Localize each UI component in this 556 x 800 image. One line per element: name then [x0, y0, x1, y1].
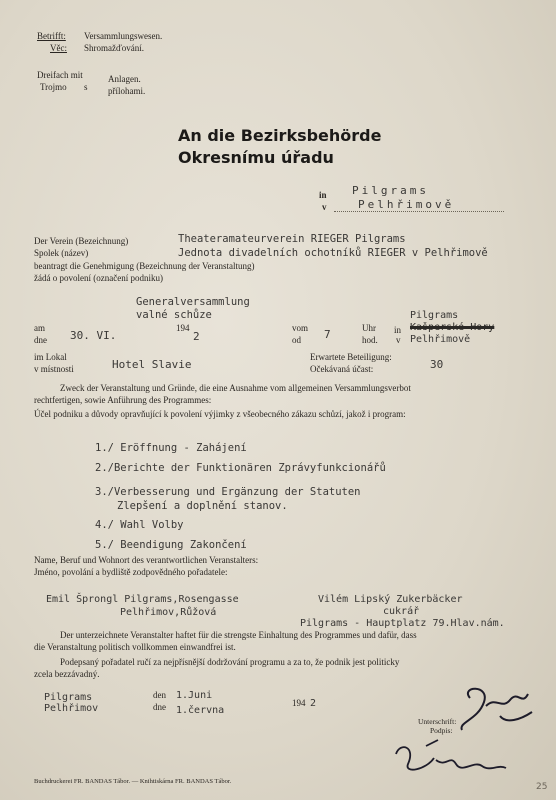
liability-de-2: die Veranstaltung politisch vollkommen einwandfrei ist. [34, 642, 236, 652]
pencil-note: 25 [536, 782, 548, 792]
organizer-left-2: Pelhřimov,Růžová [120, 607, 217, 618]
dne-label: dne [34, 335, 47, 345]
dne-label-signing: dne [153, 702, 166, 712]
title-line-1: An die Bezirksbehörde [178, 126, 382, 145]
beteiligung-label: Erwartete Beteiligung: [310, 352, 392, 362]
hod-label: hod. [362, 335, 378, 345]
od-label: od [292, 335, 301, 345]
event-name-de: Generalversammlung [136, 296, 250, 308]
liability-cs-2: zcela bezzávadný. [34, 669, 100, 679]
organizer-left-1: Emil Šprongl Pilgrams,Rosengasse [46, 594, 239, 605]
year-suffix: 2 [193, 330, 200, 343]
zada-text: žádá o povolení (označení podniku) [34, 273, 163, 283]
authority-v-value: Pelhřimově [358, 198, 455, 211]
authority-in-label: in [319, 190, 327, 200]
in-label: in [394, 325, 402, 335]
program-item-4: 4./ Wahl Volby [95, 519, 184, 531]
purpose-de-2: rechtfertigen, sowie Anführung des Programmes: [34, 395, 212, 405]
dreifach-text: Dreifach mit [37, 70, 83, 80]
purpose-de-1: Zweck der Veranstaltung und Gründe, die eine Ausnahme vom allgemeinen Versammlungsverbot [60, 383, 411, 393]
program-item-2: 2./Berichte der Funktionären Zprávyfunkcionářů [95, 462, 386, 474]
lokal-value: Hotel Slavie [112, 358, 192, 371]
vec-label: Věc: [50, 43, 67, 53]
event-place-de: Pilgrams [410, 310, 459, 321]
mistnost-label: v místnosti [34, 364, 74, 374]
beteiligung-value: 30 [430, 358, 444, 371]
signing-place-de: Pilgrams [44, 692, 93, 703]
signature-lipsky [386, 734, 516, 784]
s-text: s [84, 82, 88, 92]
lokal-label: im Lokal [34, 352, 67, 362]
event-date: 30. VI. [70, 329, 117, 342]
liability-cs-1: Podepsaný pořadatel ručí za nejpřísnější dodržování programu a za to, že podnik jest politicky [60, 657, 400, 667]
podpis-label: Podpis: [430, 726, 453, 735]
event-place-cs: Pelhřimově [410, 334, 471, 345]
signing-date-cs: 1.června [176, 705, 225, 716]
authority-v-label: v [322, 202, 327, 212]
event-hour: 7 [324, 328, 331, 341]
anlagen-text: Anlagen. [108, 74, 141, 84]
prilohami-text: přílohami. [108, 86, 146, 96]
verein-label-de: Der Verein (Bezeichnung) [34, 236, 129, 246]
printer-line: Buchdruckerei FR. BANDAS Tábor. — Knihtiskárna FR. BANDAS Tábor. [34, 778, 232, 785]
signing-year-suffix: 2 [310, 698, 317, 709]
vom-label: vom [292, 323, 309, 333]
vec-value: Shromažďování. [84, 43, 145, 53]
year-prefix: 194 [176, 323, 190, 333]
purpose-cs: Účel podniku a důvody opravňující k povolení výjimky z všeobecného zákazu schůzí, jakož i program: [34, 409, 406, 419]
verein-name-de: Theateramateurverein RIEGER Pilgrams [178, 233, 406, 245]
signing-place-cs: Pelhřimov [44, 703, 99, 714]
event-name-cs: valné schůze [136, 309, 212, 321]
trojmo-text: Trojmo [40, 82, 67, 92]
organizer-right-3: Pilgrams - Hauptplatz 79.Hlav.nám. [300, 618, 505, 629]
signing-year-prefix: 194 [292, 698, 306, 708]
verein-label-cs: Spolek (název) [34, 248, 89, 258]
signing-date-de: 1.Juni [176, 690, 213, 701]
title-line-2: Okresnímu úřadu [178, 148, 334, 167]
program-item-3: 3./Verbesserung und Ergänzung der Statuten [95, 486, 361, 498]
verein-name-cs: Jednota divadelních ochotníků RIEGER v Pelhřimově [178, 247, 488, 259]
uhr-label: Uhr [362, 323, 376, 333]
ucast-label: Očekávaná účast: [310, 364, 374, 374]
liability-de-1: Der unterzeichnete Veranstalter haftet für die strengste Einhaltung des Programmes und dafür, dass [60, 630, 417, 640]
organizers-label-cs: Jméno, povolání a bydliště zodpovědného pořadatele: [34, 567, 228, 577]
program-item-3-cs: Zlepšení a doplnění stanov. [117, 500, 288, 512]
am-label: am [34, 323, 45, 333]
program-item-5: 5./ Beendigung Zakončení [95, 539, 247, 551]
v-label: v [396, 335, 401, 345]
betrifft-value: Versammlungswesen. [84, 31, 163, 41]
event-place-struck: Kašperské Hory [410, 322, 495, 333]
organizer-right-2: cukrář [383, 606, 420, 617]
unterschrift-label: Unterschrift: [418, 717, 457, 726]
organizers-label-de: Name, Beruf und Wohnort des verantwortlichen Veranstalters: [34, 555, 259, 565]
beantragt-text: beantragt die Genehmigung (Bezeichnung der Veranstaltung) [34, 261, 255, 271]
signature-sprongl [440, 676, 540, 736]
program-item-1: 1./ Eröffnung - Zahájení [95, 442, 247, 454]
organizer-right-1: Vilém Lipský Zukerbäcker [318, 594, 463, 605]
den-label: den [153, 690, 166, 700]
authority-in-value: Pilgrams [352, 184, 429, 197]
betrifft-label: Betrifft: [37, 31, 66, 41]
